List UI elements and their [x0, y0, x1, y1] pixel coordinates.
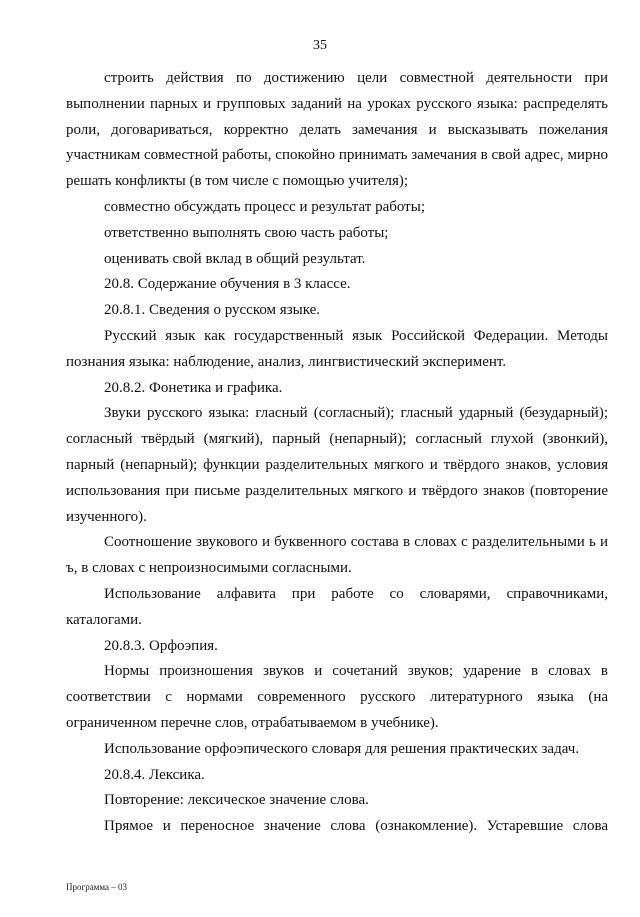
paragraph: Нормы произношения звуков и сочетаний звуков; ударение в словах в соответствии с нормами современного русского литературного языка (на ограниченном перечне слов, отрабатываемом в учебнике).	[66, 663, 608, 731]
paragraph: Повторение: лексическое значение слова.	[104, 792, 369, 809]
section-heading: 20.8.2. Фонетика и графика.	[104, 379, 283, 396]
paragraph: Звуки русского языка: гласный (согласный); гласный ударный (безударный); согласный твёрдый (мягкий), парный (непарный); согласный глухой (звонкий), парный (непарный); функции разделительных мягкого и твёрдого знаков, условия использования при письме разделительных мягкого и твёрдого знаков (повторение изученного).	[66, 405, 608, 525]
section-heading: 20.8. Содержание обучения в 3 классе.	[104, 276, 351, 293]
section-heading: 20.8.1. Сведения о русском языке.	[104, 302, 321, 319]
paragraph: Использование алфавита при работе со словарями, справочниками, каталогами.	[66, 585, 608, 628]
paragraph: совместно обсуждать процесс и результат работы;	[104, 198, 425, 215]
paragraph: Использование орфоэпического словаря для решения практических задач.	[104, 740, 580, 757]
footer: Программа – 03	[66, 882, 128, 892]
paragraph: Соотношение звукового и буквенного состава в словах с разделительными ь и ъ, в словах с непроизносимыми согласными.	[66, 534, 608, 577]
paragraph: оценивать свой вклад в общий результат.	[104, 250, 366, 267]
paragraph: Русский язык как государственный язык Российской Федерации. Методы познания языка: наблюдение, анализ, лингвистический эксперимент.	[66, 327, 608, 370]
paragraph: строить действия по достижению цели совместной деятельности при выполнении парных и групповых заданий на уроках русского языка: распределять роли, договариваться, корректно делать замечания и высказывать пожелания участникам совместной работы, спокойно принимать замечания в свой адрес, мирно решать конфликты (в том числе с помощью учителя);	[66, 70, 608, 190]
body-text	[66, 66, 608, 840]
page-number: 35	[313, 38, 327, 53]
section-heading: 20.8.4. Лексика.	[104, 766, 205, 783]
paragraph: ответственно выполнять свою часть работы;	[104, 224, 389, 241]
section-heading: 20.8.3. Орфоэпия.	[104, 637, 218, 654]
paragraph: Прямое и переносное значение слова (ознакомление). Устаревшие слова	[104, 818, 608, 835]
